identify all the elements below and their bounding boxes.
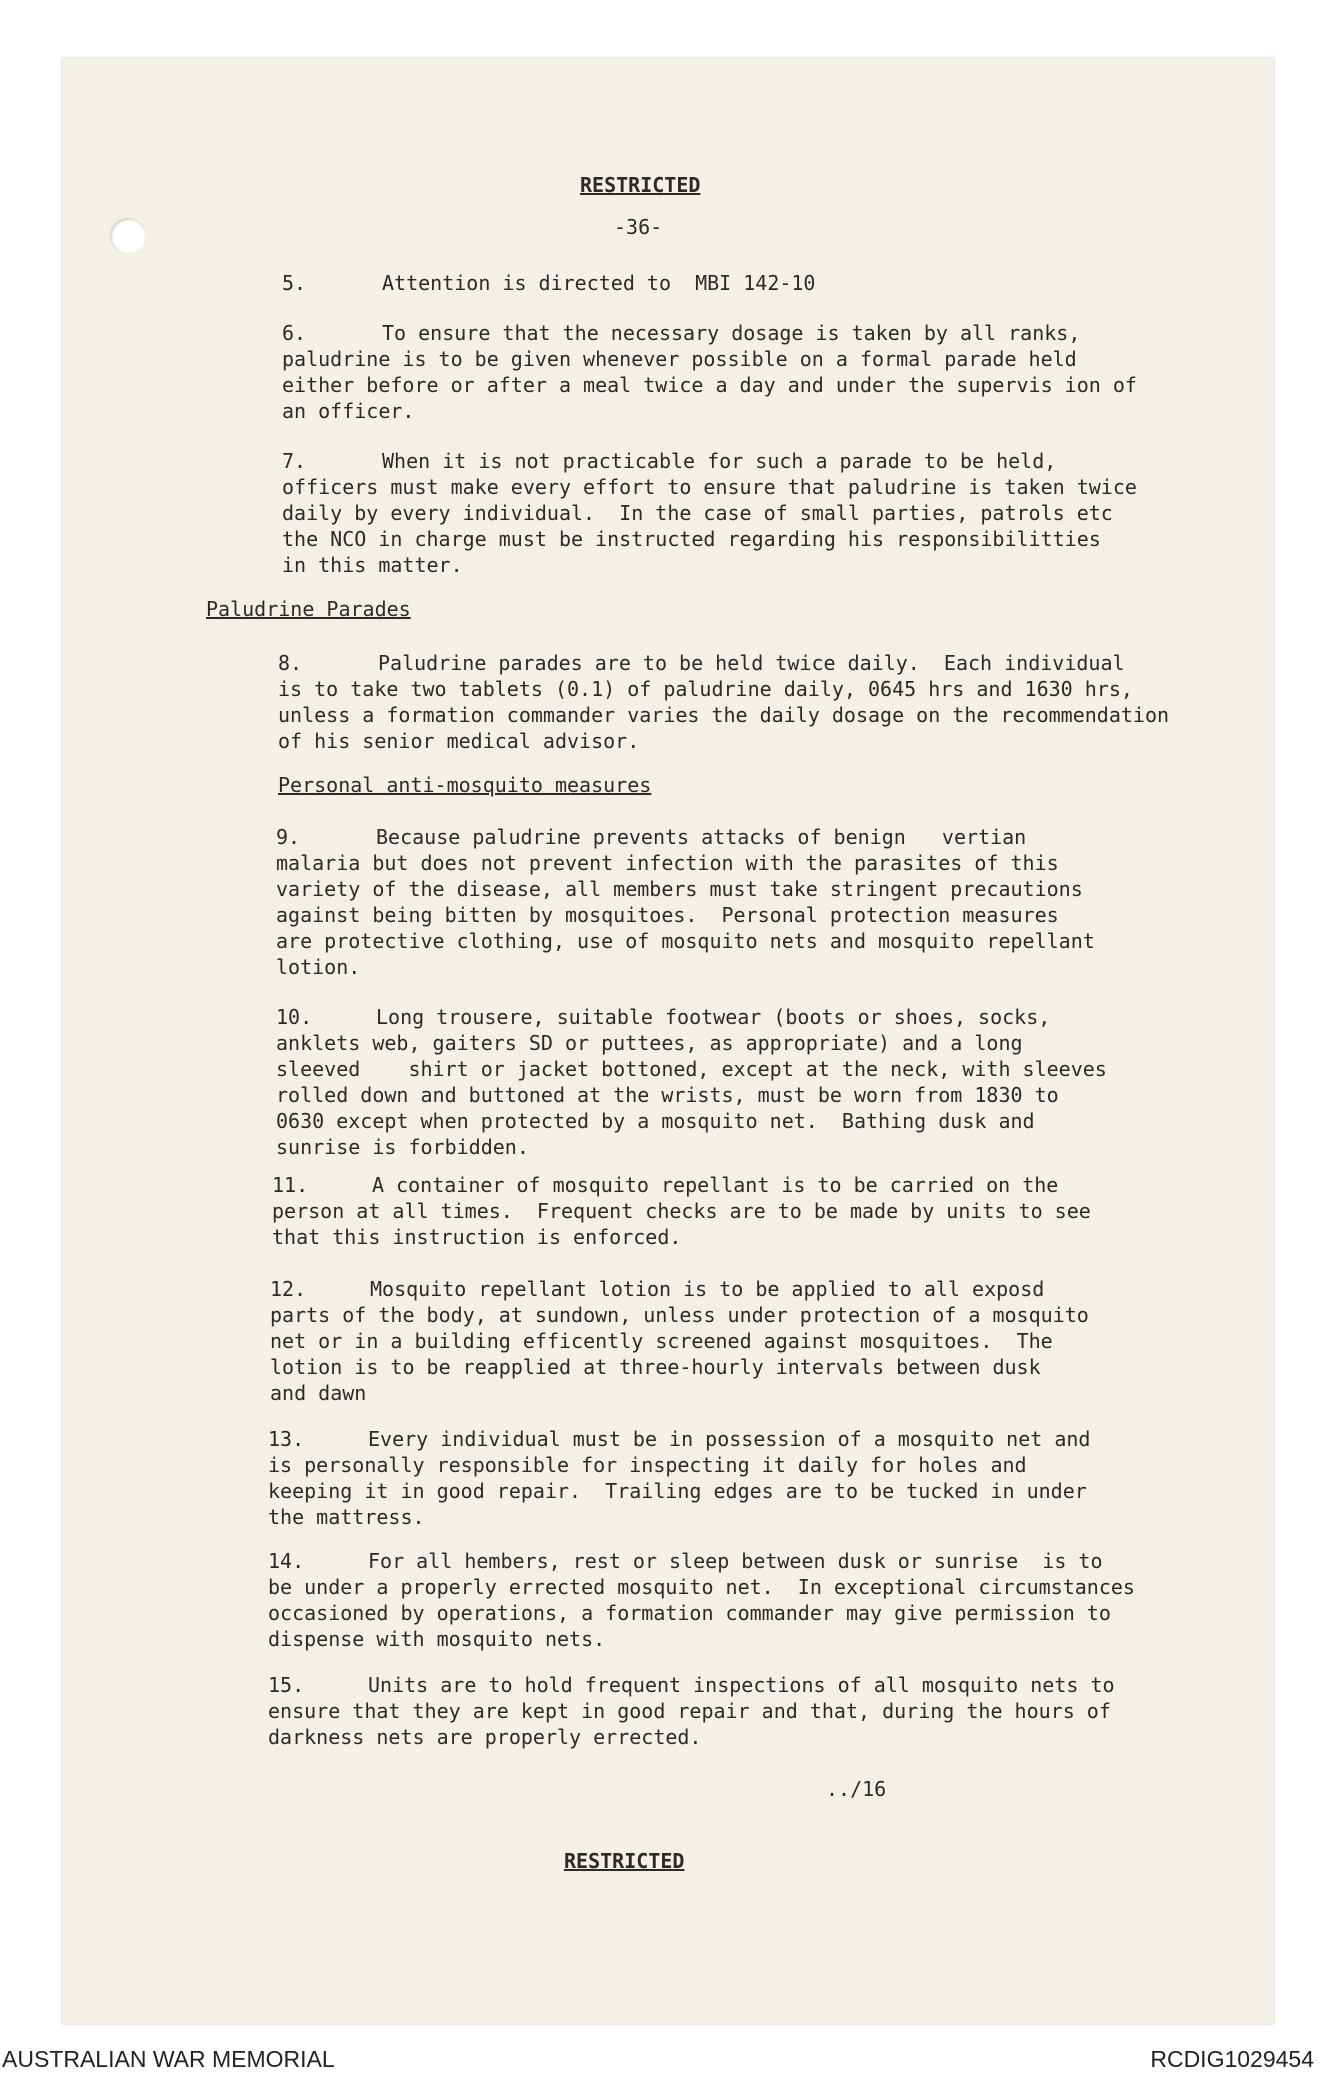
paragraph-text: parts of the body, at sundown, unless under protection of a mosquito	[270, 1303, 1089, 1327]
paragraph-line	[278, 650, 1169, 676]
paragraph-number: 6.	[282, 321, 307, 345]
paragraph-number: 5.	[282, 271, 307, 295]
paragraph-text: sleeved shirt or jacket bottoned, except at the neck, with sleeves	[276, 1057, 1107, 1081]
record-id: RCDIG1029454	[1150, 2046, 1314, 2072]
paragraph-text: When it is not practicable for such a parade to be held,	[382, 449, 1057, 473]
paragraph-line	[276, 824, 1095, 850]
continuation-marker: ../16	[826, 1777, 887, 1801]
paragraph-number: 15.	[268, 1673, 305, 1697]
paragraph-text: Attention is directed to MBI 142-10	[382, 271, 816, 295]
paragraph-text: sunrise is forbidden.	[276, 1135, 529, 1159]
paragraph-text: the mattress.	[268, 1505, 425, 1529]
header-classification: RESTRICTED	[580, 173, 701, 197]
paragraph-13	[268, 1426, 1090, 1530]
paragraph-10	[276, 1004, 1107, 1160]
paragraph-text: is to take two tablets (0.1) of paludrine daily, 0645 hrs and 1630 hrs,	[278, 677, 1133, 701]
page-number: -36-	[614, 215, 663, 239]
paragraph-text: be under a properly errected mosquito net. In exceptional circumstances	[268, 1575, 1135, 1599]
paragraph-text: Because paludrine prevents attacks of benign vertian	[376, 825, 1027, 849]
paragraph-text: 0630 except when protected by a mosquito net. Bathing dusk and	[276, 1109, 1035, 1133]
paragraph-line	[282, 526, 1137, 552]
paragraph-5	[282, 270, 815, 296]
paragraph-text: against being bitten by mosquitoes. Personal protection measures	[276, 903, 1059, 927]
paragraph-line	[282, 346, 1137, 372]
paragraph-line	[268, 1574, 1135, 1600]
paragraph-line	[270, 1328, 1089, 1354]
paragraph-number: 12.	[270, 1277, 307, 1301]
paragraph-number: 13.	[268, 1427, 305, 1451]
punch-hole	[110, 218, 146, 254]
paragraph-text: occasioned by operations, a formation commander may give permission to	[268, 1601, 1111, 1625]
paragraph-8	[278, 650, 1169, 754]
paragraph-text: daily by every individual. In the case of small parties, patrols etc	[282, 501, 1113, 525]
paragraph-line	[276, 1082, 1107, 1108]
paragraph-text: that this instruction is enforced.	[272, 1225, 682, 1249]
paragraph-line	[272, 1224, 1091, 1250]
paragraph-line	[270, 1302, 1089, 1328]
paragraph-text: person at all times. Frequent checks are to be made by units to see	[272, 1199, 1091, 1223]
institution-credit: AUSTRALIAN WAR MEMORIAL	[2, 2046, 335, 2072]
paragraph-text: an officer.	[282, 399, 415, 423]
paragraph-text: in this matter.	[282, 553, 463, 577]
paragraph-line	[272, 1172, 1091, 1198]
paragraph-line	[268, 1426, 1090, 1452]
paragraph-line	[276, 1108, 1107, 1134]
footer-classification: RESTRICTED	[564, 1849, 685, 1873]
heading-personal-measures: Personal anti-mosquito measures	[278, 773, 652, 797]
paragraph-text: For all hembers, rest or sleep between dusk or sunrise is to	[368, 1549, 1103, 1573]
heading-paludrine-parades: Paludrine Parades	[206, 597, 411, 621]
paragraph-line	[282, 372, 1137, 398]
paragraph-line	[276, 850, 1095, 876]
paragraph-text: Every individual must be in possession of a mosquito net and	[368, 1427, 1091, 1451]
paragraph-line	[276, 1056, 1107, 1082]
paragraph-line	[282, 270, 815, 296]
paragraph-line	[268, 1548, 1135, 1574]
paragraph-line	[270, 1276, 1089, 1302]
paragraph-line	[278, 728, 1169, 754]
paragraph-12	[270, 1276, 1089, 1406]
paragraph-line	[282, 398, 1137, 424]
paragraph-9	[276, 824, 1095, 980]
paragraph-text: keeping it in good repair. Trailing edges are to be tucked in under	[268, 1479, 1087, 1503]
paragraph-line	[276, 1134, 1107, 1160]
paragraph-line	[268, 1672, 1115, 1698]
paragraph-text: officers must make every effort to ensure that paludrine is taken twice	[282, 475, 1137, 499]
paragraph-line	[268, 1724, 1115, 1750]
paragraph-text: To ensure that the necessary dosage is taken by all ranks,	[382, 321, 1081, 345]
paragraph-line	[282, 474, 1137, 500]
paragraph-text: darkness nets are properly errected.	[268, 1725, 702, 1749]
paragraph-text: paludrine is to be given whenever possible on a formal parade held	[282, 347, 1077, 371]
paragraph-text: net or in a building efficently screened against mosquitoes. The	[270, 1329, 1053, 1353]
paragraph-number: 14.	[268, 1549, 305, 1573]
paragraph-line	[268, 1626, 1135, 1652]
paragraph-number: 9.	[276, 825, 301, 849]
paragraph-15	[268, 1672, 1115, 1750]
paragraph-line	[276, 902, 1095, 928]
paragraph-line	[268, 1478, 1090, 1504]
paragraph-line	[278, 702, 1169, 728]
paragraph-text: of his senior medical advisor.	[278, 729, 640, 753]
paragraph-text: either before or after a meal twice a day and under the supervis ion of	[282, 373, 1137, 397]
paragraph-text: unless a formation commander varies the daily dosage on the recommendation	[278, 703, 1170, 727]
paragraph-number: 8.	[278, 651, 303, 675]
paragraph-text: dispense with mosquito nets.	[268, 1627, 606, 1651]
paragraph-number: 10.	[276, 1005, 313, 1029]
paragraph-line	[276, 1004, 1107, 1030]
paragraph-line	[272, 1198, 1091, 1224]
paragraph-text: Long trousere, suitable footwear (boots or shoes, socks,	[376, 1005, 1051, 1029]
paragraph-line	[276, 1030, 1107, 1056]
paragraph-text: Paludrine parades are to be held twice daily. Each individual	[378, 651, 1125, 675]
paragraph-line	[270, 1354, 1089, 1380]
paragraph-text: is personally responsible for inspecting it daily for holes and	[268, 1453, 1027, 1477]
paragraph-text: variety of the disease, all members must take stringent precautions	[276, 877, 1083, 901]
paragraph-7	[282, 448, 1137, 578]
paragraph-text: anklets web, gaiters SD or puttees, as appropriate) and a long	[276, 1031, 1023, 1055]
paragraph-text: A container of mosquito repellant is to be carried on the	[372, 1173, 1059, 1197]
paragraph-text: Mosquito repellant lotion is to be applied to all exposd	[370, 1277, 1045, 1301]
paragraph-text: lotion is to be reapplied at three-hourly intervals between dusk	[270, 1355, 1041, 1379]
paragraph-line	[282, 500, 1137, 526]
paragraph-line	[282, 448, 1137, 474]
paragraph-line	[276, 954, 1095, 980]
paragraph-14	[268, 1548, 1135, 1652]
paragraph-text: the NCO in charge must be instructed regarding his responsibilitties	[282, 527, 1101, 551]
paragraph-text: and dawn	[270, 1381, 367, 1405]
paragraph-line	[270, 1380, 1089, 1406]
paragraph-line	[282, 552, 1137, 578]
paragraph-text: malaria but does not prevent infection with the parasites of this	[276, 851, 1059, 875]
paragraph-text: rolled down and buttoned at the wrists, must be worn from 1830 to	[276, 1083, 1059, 1107]
paragraph-6	[282, 320, 1137, 424]
paragraph-line	[268, 1698, 1115, 1724]
paragraph-text: lotion.	[276, 955, 361, 979]
paragraph-line	[278, 676, 1169, 702]
paragraph-line	[268, 1452, 1090, 1478]
paragraph-text: Units are to hold frequent inspections of all mosquito nets to	[368, 1673, 1115, 1697]
paragraph-number: 7.	[282, 449, 307, 473]
paragraph-text: ensure that they are kept in good repair and that, during the hours of	[268, 1699, 1111, 1723]
paragraph-line	[276, 876, 1095, 902]
paragraph-text: are protective clothing, use of mosquito nets and mosquito repellant	[276, 929, 1095, 953]
paragraph-line	[282, 320, 1137, 346]
paragraph-line	[276, 928, 1095, 954]
paragraph-line	[268, 1504, 1090, 1530]
paragraph-line	[268, 1600, 1135, 1626]
paragraph-11	[272, 1172, 1091, 1250]
paragraph-number: 11.	[272, 1173, 309, 1197]
